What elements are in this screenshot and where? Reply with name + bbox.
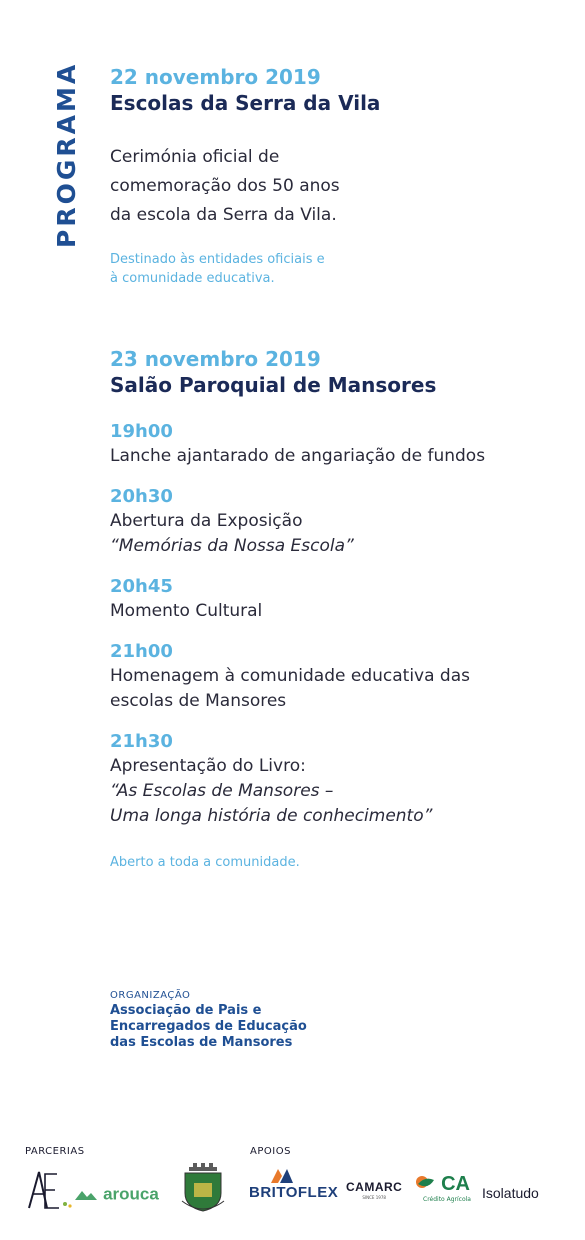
schedule-time: 20h45 xyxy=(110,576,173,597)
camarc-logo xyxy=(346,1180,402,1200)
event1-date: 22 novembro 2019 xyxy=(110,65,321,89)
schedule-text: Homenagem à comunidade educativa das xyxy=(110,666,470,686)
side-title-programa: PROGRAMA xyxy=(52,61,81,248)
camarc-logo-subtext: SINCE 1978 xyxy=(362,1195,386,1200)
event1-description-line: da escola da Serra da Vila. xyxy=(110,205,337,225)
schedule-time: 20h30 xyxy=(110,486,173,507)
event2-audience-note: Aberto a toda a comunidade. xyxy=(110,855,300,870)
organization-name-line: Associação de Pais e xyxy=(110,1003,262,1018)
event1-venue: Escolas da Serra da Vila xyxy=(110,91,381,115)
event2 xyxy=(110,346,570,872)
credito-agricola-logo-subtext: Crédito Agrícola xyxy=(423,1196,471,1203)
event1-description-line: comemoração dos 50 anos xyxy=(110,176,340,196)
credito-agricola-logo xyxy=(414,1174,471,1203)
schedule-text: Apresentação do Livro: xyxy=(110,756,306,776)
municipal-coat-of-arms xyxy=(180,1161,226,1221)
schedule-item xyxy=(110,730,570,829)
event1 xyxy=(110,64,570,288)
schedule-item xyxy=(110,420,570,469)
schedule-text-italic: Uma longa história de conhecimento” xyxy=(110,806,433,826)
sponsors-label: APOIOS xyxy=(250,1146,291,1157)
schedule-item xyxy=(110,575,570,624)
isolatudo-logo-text: Isolatudo xyxy=(482,1185,539,1201)
arouca-logo xyxy=(74,1184,159,1205)
isolatudo-logo xyxy=(482,1183,539,1202)
schedule-time: 21h30 xyxy=(110,731,173,752)
event1-audience-line: Destinado às entidades oficiais e xyxy=(110,252,325,267)
ae-monogram-logo xyxy=(25,1168,75,1216)
organization-name-line: Encarregados de Educação xyxy=(110,1019,307,1034)
organization-block xyxy=(110,989,307,1051)
event2-date: 23 novembro 2019 xyxy=(110,347,321,371)
organization-label: ORGANIZAÇÃO xyxy=(110,990,191,1001)
britoflex-logo-text: BRITOFLEX xyxy=(249,1184,339,1201)
britoflex-logo xyxy=(249,1169,338,1201)
arouca-logo-text: arouca xyxy=(103,1184,159,1204)
event1-audience-line: à comunidade educativa. xyxy=(110,271,275,286)
event1-description xyxy=(110,143,570,230)
schedule-time: 19h00 xyxy=(110,421,173,442)
organization-name-line: das Escolas de Mansores xyxy=(110,1035,293,1050)
event2-venue: Salão Paroquial de Mansores xyxy=(110,373,437,397)
schedule-text: Momento Cultural xyxy=(110,601,263,621)
event1-audience-note xyxy=(110,250,570,288)
schedule-item xyxy=(110,485,570,559)
program-content xyxy=(110,64,570,872)
schedule-text: Abertura da Exposição xyxy=(110,511,303,531)
camarc-logo-text: CAMARC xyxy=(346,1180,403,1194)
schedule-text-italic: “Memórias da Nossa Escola” xyxy=(110,536,354,556)
schedule-text: Lanche ajantarado de angariação de fundos xyxy=(110,446,486,466)
event1-description-line: Cerimónia oficial de xyxy=(110,147,280,167)
schedule-text: escolas de Mansores xyxy=(110,691,287,711)
partners-label: PARCERIAS xyxy=(25,1146,85,1157)
schedule-time: 21h00 xyxy=(110,641,173,662)
schedule-text-italic: “As Escolas de Mansores – xyxy=(110,781,334,801)
schedule-item xyxy=(110,640,570,714)
credito-agricola-logo-text: CA xyxy=(441,1173,470,1195)
